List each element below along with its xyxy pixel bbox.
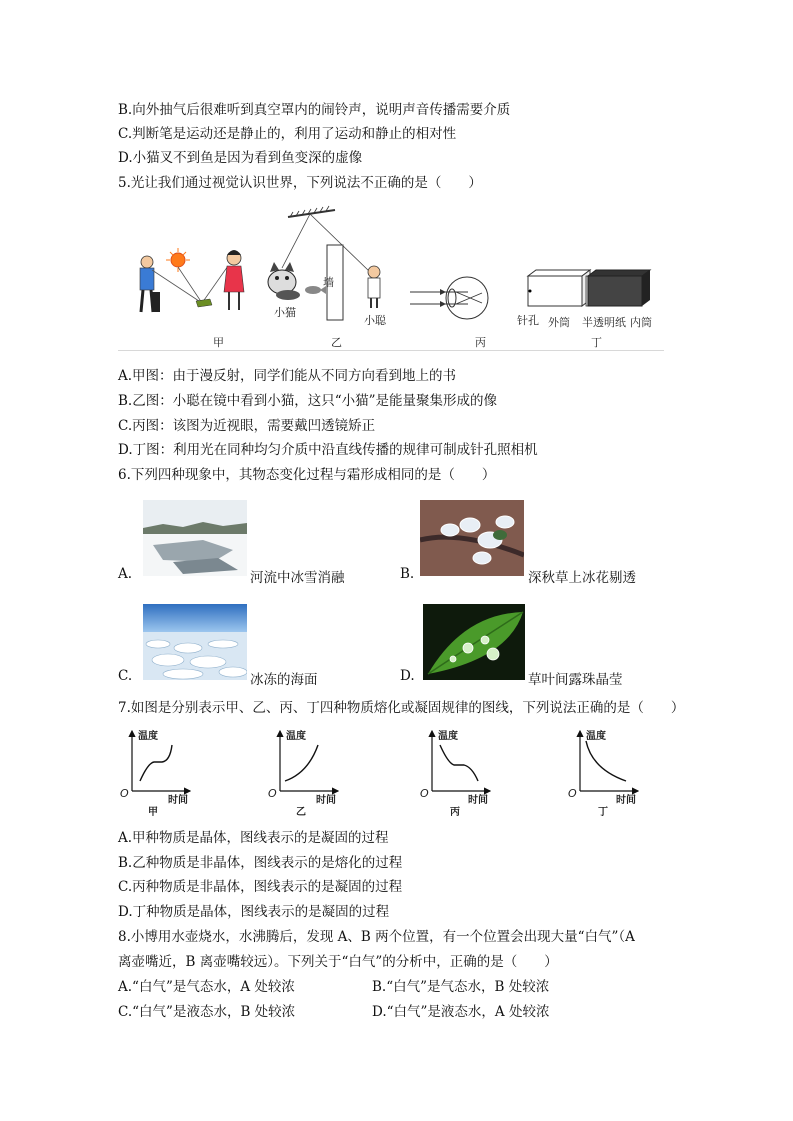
frost-flower-photo xyxy=(420,500,524,576)
q7-option-d: D.丁种物质是晶体，图线表示的是凝固的过程 xyxy=(118,904,390,920)
q5-figure xyxy=(130,200,665,350)
q6-option-d-text: 草叶间露珠晶莹 xyxy=(528,672,623,688)
q4-option-d: D.小猫叉不到鱼是因为看到鱼变深的虚像 xyxy=(118,150,363,166)
screen-label: 半透明纸 xyxy=(582,316,626,329)
q7-option-b: B.乙种物质是非晶体，图线表示的是熔化的过程 xyxy=(118,855,403,871)
graph-ding-origin: O xyxy=(568,787,577,800)
q6-option-b-text: 深秋草上冰花剔透 xyxy=(528,570,636,586)
q7-stem: 7.如图是分别表示甲、乙、丙、丁四种物质熔化或凝固规律的图线，下列说法正确的是（ ） xyxy=(118,700,685,716)
graph-jia-name: 甲 xyxy=(148,807,158,818)
river-ice-melting-photo xyxy=(143,500,247,576)
river-ice-photo-drawing xyxy=(143,500,247,576)
q6-stem: 6.下列四种现象中，其物态变化过程与霜形成相同的是（ ） xyxy=(118,467,496,483)
dew-drops-photo xyxy=(423,604,525,680)
graph-bing-y-label: 温度 xyxy=(438,731,458,742)
q6-option-c-letter: C. xyxy=(118,668,133,684)
graph-yi-x-label: 时间 xyxy=(316,795,336,806)
graph-yi-name: 乙 xyxy=(296,807,306,818)
q6-option-d-letter: D. xyxy=(400,668,415,684)
q8-option-c: C.“白气”是液态水，B 处较浓 xyxy=(118,1004,296,1020)
graph-yi-y-label: 温度 xyxy=(286,731,306,742)
q5-option-c: C.丙图：该图为近视眼，需要戴凹透镜矫正 xyxy=(118,418,376,434)
cat-label: 小猫 xyxy=(274,306,296,319)
q7-graphs-drawing xyxy=(118,725,658,813)
q4-option-c: C.判断笔是运动还是静止的，利用了运动和静止的相对性 xyxy=(118,126,457,142)
graph-yi-origin: O xyxy=(268,787,277,800)
graph-ding-name: 丁 xyxy=(598,807,608,818)
q4-option-b: B.向外抽气后很难听到真空罩内的闹铃声，说明声音传播需要介质 xyxy=(118,102,511,118)
figure-yi-drawing xyxy=(268,206,380,320)
q6-option-b-letter: B. xyxy=(400,566,415,582)
graph-ding-x-label: 时间 xyxy=(616,795,636,806)
q8-option-d: D.“白气”是液态水，A 处较浓 xyxy=(372,1004,550,1020)
q8-option-b: B.“白气”是气态水，B 处较浓 xyxy=(372,979,550,995)
graph-jia-origin: O xyxy=(120,787,129,800)
figure-ding-drawing xyxy=(528,270,650,306)
q5-stem: 5.光让我们通过视觉认识世界，下列说法不正确的是（ ） xyxy=(118,175,482,191)
pinhole-label: 针孔 xyxy=(517,314,539,327)
q7-graphs xyxy=(118,725,658,818)
boy-label: 小聪 xyxy=(364,314,386,327)
frozen-sea-drawing xyxy=(143,604,247,680)
q6-option-c-text: 冰冻的海面 xyxy=(250,672,318,688)
q8-stem-line2: 离壶嘴近，B 离壶嘴较远）。下列关于“白气”的分析中，正确的是（ ） xyxy=(118,954,558,970)
figure-jia-drawing xyxy=(140,248,244,312)
q7-option-c: C.丙种物质是非晶体，图线表示的是凝固的过程 xyxy=(118,879,403,895)
q5-option-a: A.甲图：由于漫反射，同学们能从不同方向看到地上的书 xyxy=(118,368,457,384)
dew-photo-drawing xyxy=(423,604,525,680)
inner-tube-label: 内筒 xyxy=(630,316,652,329)
q8-stem-line1: 8.小博用水壶烧水，水沸腾后，发现 A、B 两个位置，有一个位置会出现大量“白气”（A xyxy=(118,929,635,945)
figure-bing-drawing xyxy=(410,277,488,319)
graph-bing-x-label: 时间 xyxy=(468,795,488,806)
figure-label-ding: 丁 xyxy=(591,336,602,349)
graph-bing-origin: O xyxy=(420,787,429,800)
frost-photo-drawing xyxy=(420,500,524,576)
divider xyxy=(118,350,664,351)
q5-option-d: D.丁图：利用光在同种均匀介质中沿直线传播的规律可制成针孔照相机 xyxy=(118,442,538,458)
figure-label-jia: 甲 xyxy=(213,336,224,349)
q6-option-a-text: 河流中冰雪消融 xyxy=(250,570,345,586)
q5-option-b: B.乙图：小聪在镜中看到小猫，这只“小猫”是能量聚集形成的像 xyxy=(118,393,498,409)
outer-tube-label: 外筒 xyxy=(548,316,570,329)
graph-bing-name: 丙 xyxy=(450,807,460,818)
graph-jia-x-label: 时间 xyxy=(168,795,188,806)
frozen-sea-photo xyxy=(143,604,247,680)
q8-option-a: A.“白气”是气态水，A 处较浓 xyxy=(118,979,295,995)
q7-option-a: A.甲种物质是晶体，图线表示的是凝固的过程 xyxy=(118,830,389,846)
wall-label: 墙 xyxy=(323,276,334,289)
figure-label-yi: 乙 xyxy=(331,336,342,349)
q6-option-a-letter: A. xyxy=(118,566,133,582)
figure-label-bing: 丙 xyxy=(475,336,486,349)
graph-ding-y-label: 温度 xyxy=(586,731,606,742)
graph-jia-y-label: 温度 xyxy=(138,731,158,742)
